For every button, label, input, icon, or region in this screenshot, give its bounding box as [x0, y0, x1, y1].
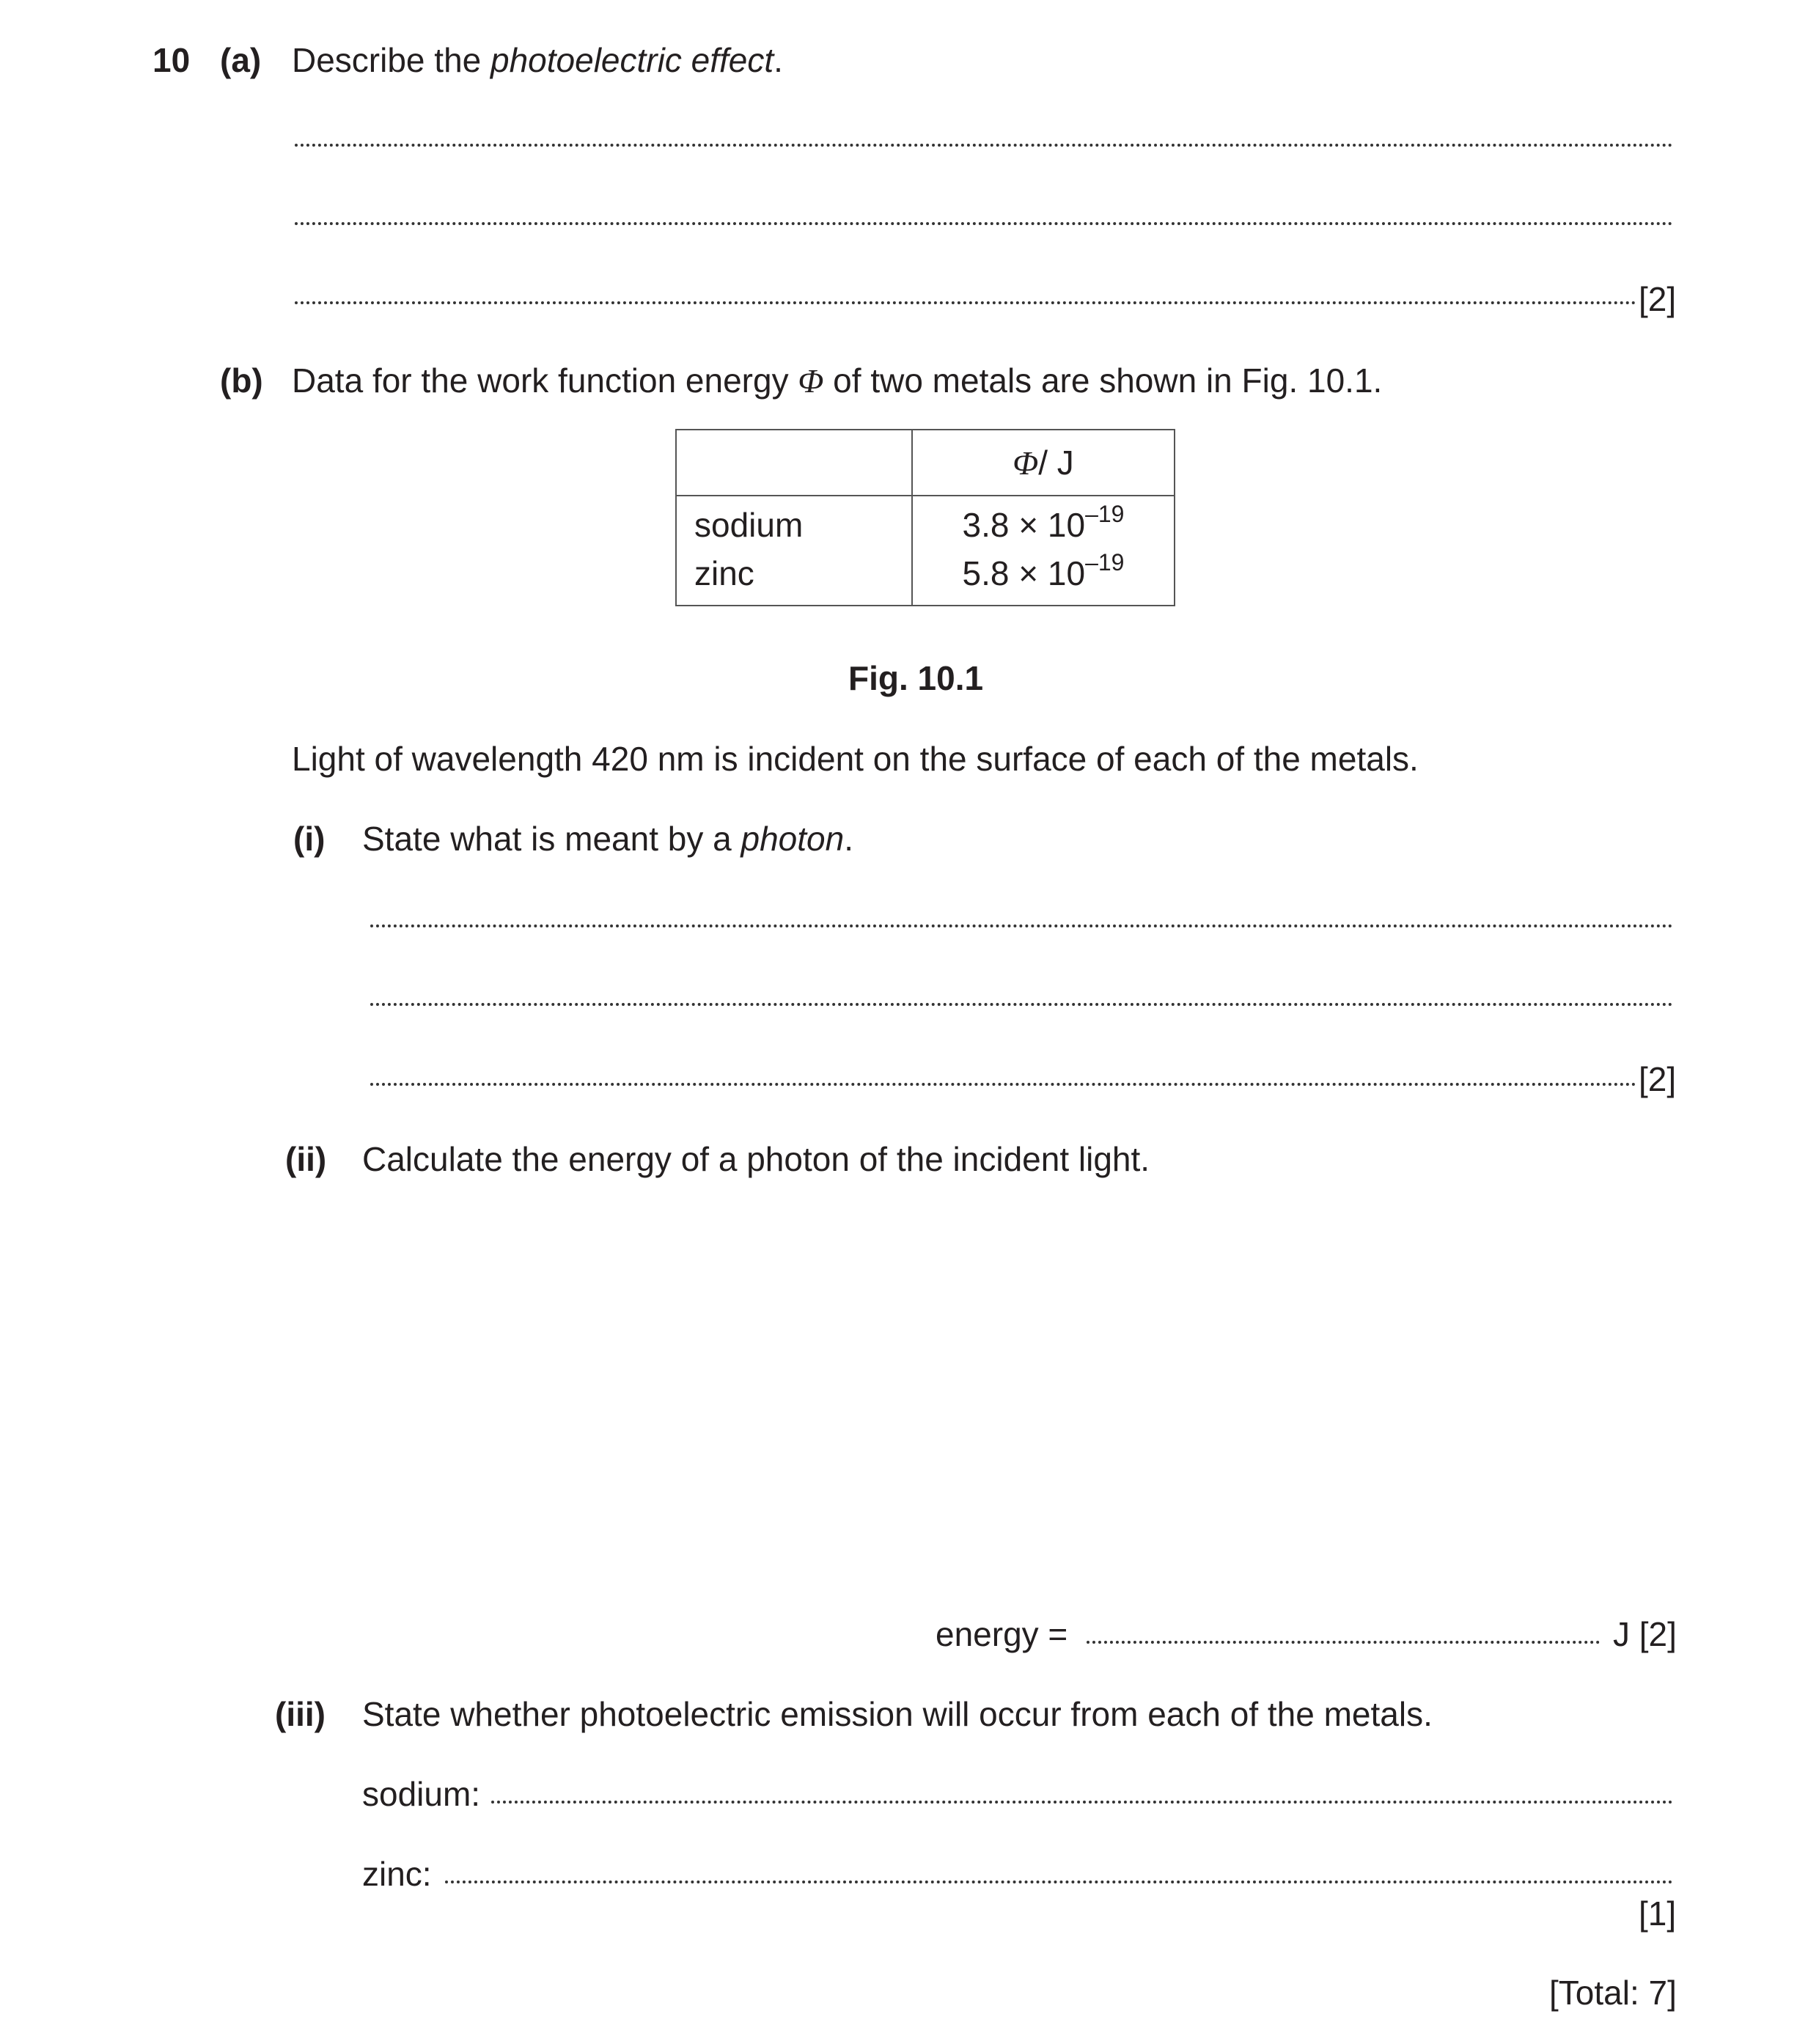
table-header-blank [676, 430, 912, 496]
part-b-ii-prompt: Calculate the energy of a photon of the incident light. [362, 1140, 1150, 1178]
part-a-prompt-end: . [773, 41, 783, 79]
table-value-zinc [913, 549, 1174, 598]
table-header-phi [912, 430, 1175, 496]
part-b-ii-label: (ii) [285, 1140, 327, 1178]
figure-caption: Fig. 10.1 [848, 659, 984, 697]
sodium-exponent: –19 [1085, 500, 1125, 527]
part-b-label: (b) [220, 361, 263, 400]
answer-line-a-3[interactable] [295, 301, 1636, 304]
total-marks: [Total: 7] [1549, 1974, 1677, 2012]
part-b-iii-marks: [1] [1639, 1894, 1677, 1933]
sodium-answer-label: sodium: [362, 1775, 481, 1813]
part-b-i-prompt [362, 818, 853, 859]
table-value-sodium [913, 501, 1174, 549]
part-b-i-prompt-term: photon [741, 820, 845, 858]
part-b-iii-prompt: State whether photoelectric emission will occur from each of the metals. [362, 1695, 1433, 1733]
table-header-unit: / J [1038, 444, 1074, 482]
answer-line-b-i-3[interactable] [370, 1083, 1636, 1086]
part-a-marks: [2] [1639, 280, 1677, 318]
sodium-answer-line[interactable] [491, 1801, 1673, 1804]
answer-line-a-2[interactable] [295, 222, 1673, 225]
part-b-i-prompt-end: . [844, 820, 853, 858]
part-b-intro-end: of two metals are shown in Fig. 10.1. [823, 361, 1383, 400]
table-value-column [912, 496, 1175, 606]
zinc-answer-line[interactable] [445, 1881, 1673, 1883]
part-a-prompt [292, 40, 783, 81]
table-metal-zinc: zinc [694, 554, 754, 592]
answer-line-b-i-2[interactable] [370, 1003, 1673, 1006]
light-statement: Light of wavelength 420 nm is incident on the surface of each of the metals. [292, 740, 1419, 778]
table-metal-column [676, 496, 912, 606]
answer-line-a-1[interactable] [295, 144, 1673, 147]
question-number: 10 [152, 41, 191, 79]
part-b-intro-text: Data for the work function energy [292, 361, 798, 400]
part-b-i-label: (i) [293, 820, 326, 858]
work-function-table [675, 429, 1175, 606]
zinc-answer-label: zinc: [362, 1855, 432, 1893]
sodium-mantissa: 3.8 × 10 [962, 506, 1086, 544]
part-a-label: (a) [220, 41, 262, 79]
part-b-intro [292, 360, 1382, 402]
energy-answer-unit-marks: J [2] [1613, 1615, 1677, 1653]
zinc-mantissa: 5.8 × 10 [962, 554, 1086, 592]
part-b-iii-label: (iii) [275, 1695, 326, 1733]
part-b-i-prompt-text: State what is meant by a [362, 820, 741, 858]
energy-answer-label: energy = [936, 1615, 1068, 1653]
table-header-phi-symbol: Φ [1013, 444, 1039, 482]
zinc-exponent: –19 [1085, 548, 1125, 576]
part-a-prompt-term: photoelectric effect [490, 41, 774, 79]
phi-symbol: Φ [798, 362, 824, 400]
part-b-i-marks: [2] [1639, 1060, 1677, 1098]
answer-line-b-i-1[interactable] [370, 924, 1673, 927]
table-metal-sodium: sodium [694, 506, 804, 544]
energy-answer-line[interactable] [1087, 1641, 1600, 1644]
part-a-prompt-text: Describe the [292, 41, 491, 79]
